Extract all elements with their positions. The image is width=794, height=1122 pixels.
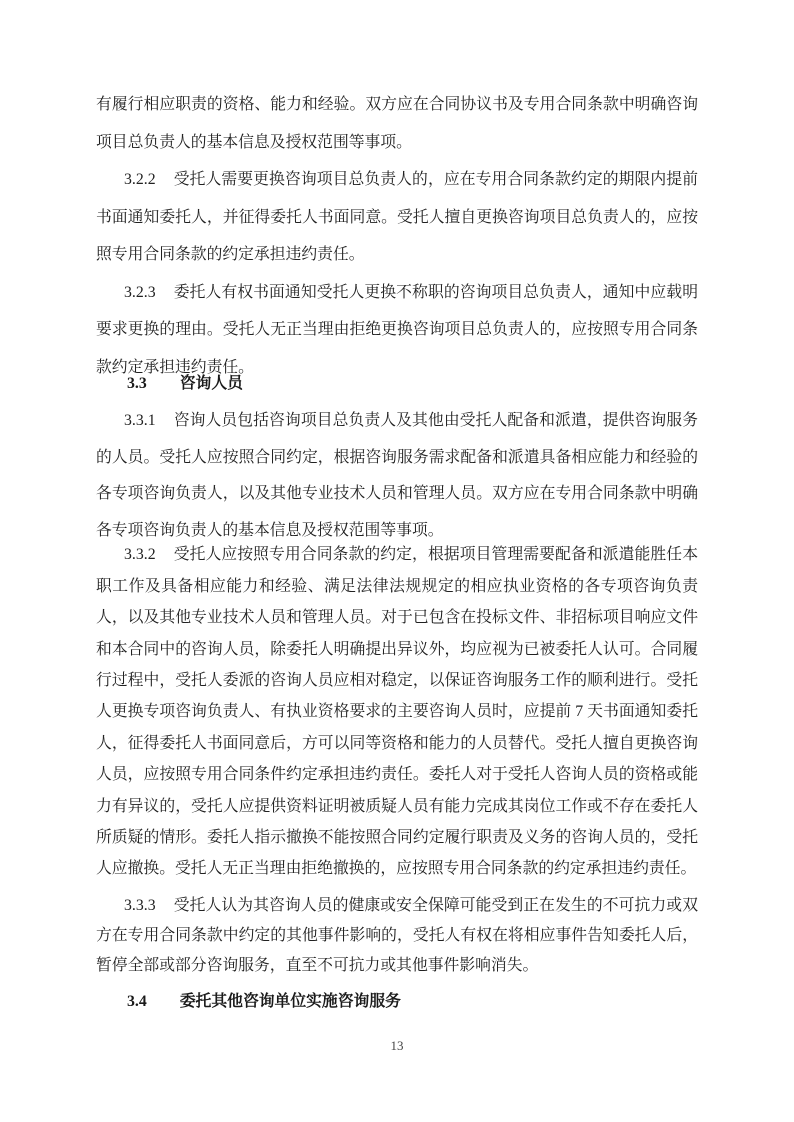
clause-text: 委托人有权书面通知受托人更换不称职的咨询项目总负责人，通知中应载明要求更换的理由。受托人无正当理由拒绝更换咨询项目总负责人的，应按照专用合同条款约定承担违约责任。 — [96, 283, 698, 376]
section-number: 3.4 — [127, 992, 147, 1010]
paragraph-continuation: 有履行相应职责的资格、能力和经验。双方应在合同协议书及专用合同条款中明确咨询项目总负责人的基本信息及授权范围等事项。 — [96, 96, 698, 151]
document-content — [96, 86, 698, 1012]
paragraph-3-2-3 — [96, 274, 698, 387]
clause-number: 3.2.3 — [124, 283, 156, 301]
section-heading-3-4 — [96, 992, 698, 1012]
section-title: 委托其他咨询单位实施咨询服务 — [179, 992, 401, 1010]
clause-text: 受托人应按照专用合同条款的约定，根据项目管理需要配备和派遣能胜任本职工作及具备相应能力和经验、满足法律法规规定的相应执业资格的各专项咨询负责人，以及其他专业技术人员和管理人员。对于已包含在投标文件、非招标项目响应文件和本合同中的咨询人员，除委托人明确提出异议外，均应视为已被委托人认可。合同履行过程中，受托人委派的咨询人员应相对稳定，以保证咨询服务工作的顺利进行。受托人更换专项咨询负责人、有执业资格要求的主要咨询人员时，应提前 7 天书面通知委托人，征得委托人书面同意后，方可以同等资格和能力的人员替代。受托人擅自更换咨询人员，应按照专用合同条件约定承担违约责任。委托人对于受托人咨询人员的资格或能力有异议的，受托人应提供资料证明被质疑人员有能力完成其岗位工作或不存在委托人所质疑的情形。委托人指示撤换不能按照合同约定履行职责及义务的咨询人员的，受托人应撤换。受托人无正当理由拒绝撤换的，应按照专用合同条款的约定承担违约责任。 — [96, 546, 698, 878]
clause-number: 3.3.3 — [124, 896, 156, 914]
section-number: 3.3 — [127, 375, 147, 392]
paragraph-3-3-2 — [96, 539, 698, 884]
clause-number: 3.3.1 — [124, 412, 156, 429]
clause-text: 受托人需要更换咨询项目总负责人的，应在专用合同条款约定的期限内提前书面通知委托人，并征得委托人书面同意。受托人擅自更换咨询项目总负责人的，应按照专用合同条款的约定承担违约责任。 — [96, 171, 698, 263]
clause-number: 3.3.2 — [124, 546, 156, 564]
paragraph-3-3-1 — [96, 403, 698, 549]
paragraph-3-2-2 — [96, 161, 698, 274]
paragraph-3-3-3 — [96, 891, 698, 981]
section-title: 咨询人员 — [179, 375, 243, 392]
clause-text: 受托人认为其咨询人员的健康或安全保障可能受到正在发生的不可抗力或双方在专用合同条款中约定的其他事件影响的，受托人有权在将相应事件告知委托人后，暂停全部或部分咨询服务，直至不可抗力或其他事件影响消失。 — [96, 896, 698, 974]
clause-text: 咨询人员包括咨询项目总负责人及其他由受托人配备和派遣，提供咨询服务的人员。受托人应按照合同约定，根据咨询服务需求配备和派遣具备相应能力和经验的各专项咨询负责人，以及其他专业技术人员和管理人员。双方应在专用合同条款中明确各专项咨询负责人的基本信息及授权范围等事项。 — [96, 412, 698, 539]
clause-number: 3.2.2 — [124, 171, 156, 188]
page-number: 13 — [390, 1038, 404, 1053]
section-heading-3-3 — [96, 374, 698, 394]
